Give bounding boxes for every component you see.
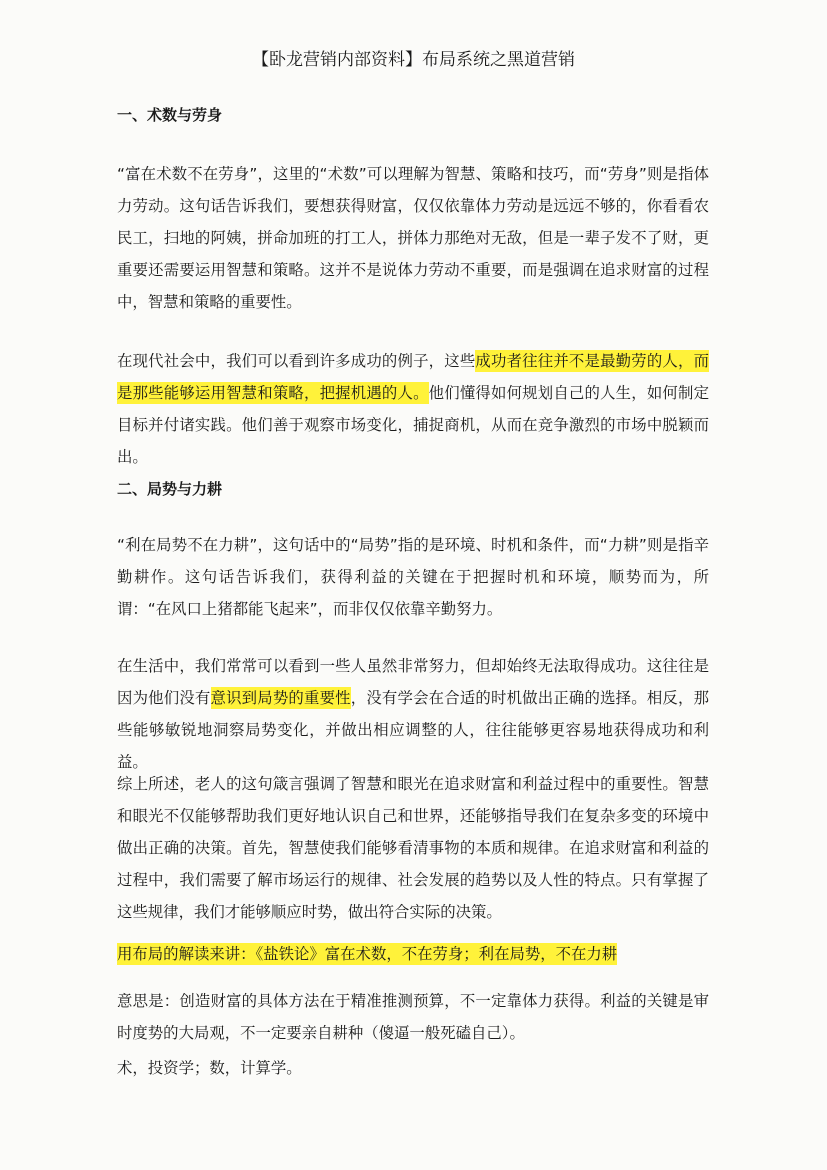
meaning-paragraph: 意思是：创造财富的具体方法在于精准推测预算，不一定靠体力获得。利益的关键是审时度势的大局观，不一定要亲自耕种（傻逼一般死磕自己）。	[117, 992, 709, 1042]
summary-paragraph: 综上所述，老人的这句箴言强调了智慧和眼光在追求财富和利益过程中的重要性。智慧和眼光不仅能够帮助我们更好地认识自己和世界，还能够指导我们在复杂多变的环境中做出正确的决策。首先，智慧使我们能够看清事物的本质和规律。在追求财富和利益的过程中，我们需要了解市场运行的规律、社会发展的趋势以及人性的特点。只有掌握了这些规律，我们才能够顺应时势，做出符合实际的决策。	[117, 775, 709, 921]
section2-paragraph-1: “利在局势不在力耕”，这句话中的“局势”指的是环境、时机和条件，而“力耕”则是指辛勤耕作。这句话告诉我们，获得利益的关键在于把握时机和环境，顺势而为，所谓：“在风口上猪都能飞起来”，而非仅仅依靠辛勤努力。	[117, 536, 709, 618]
paragraph-text: ，没有学会在合适的时机做出正确的选择。相反，那些能够敏锐地洞察局势变化，并做出相应调整的人，往往能够更容易地获得成功和利益。	[117, 689, 709, 771]
document-title: 【卧龙营销内部资料】布局系统之黑道营销	[252, 50, 575, 70]
highlighted-text: 成功者往往并不是最勤劳的人，而是那些能够运用智慧和策略，把握机遇的人。	[117, 352, 709, 402]
paragraph-text: 在现代社会中，我们可以看到许多成功的例子，这些	[117, 352, 476, 370]
highlighted-text: 用布局的解读来讲：《盐铁论》富在术数，不在劳身；利在局势，不在力耕	[117, 945, 618, 963]
section1-paragraph-2	[117, 345, 709, 473]
section-heading-2: 二、局势与力耕	[117, 480, 223, 498]
closing-line: 术，投资学；数，计算学。	[117, 1059, 302, 1077]
paragraph-text: 他们懂得如何规划自己的人生，如何制定目标并付诸实践。他们善于观察市场变化，捕捉商机，从而在竞争激烈的市场中脱颖而出。	[117, 384, 709, 466]
section-heading-1: 一、术数与劳身	[117, 106, 223, 124]
paragraph-text: 在生活中，我们常常可以看到一些人虽然非常努力，但却始终无法取得成功。这往往是因为他们没有	[117, 657, 709, 707]
section2-paragraph-2	[117, 650, 709, 778]
highlighted-text: 意识到局势的重要性	[210, 689, 351, 707]
highlight-line	[117, 938, 709, 970]
section1-paragraph-1: “富在术数不在劳身”，这里的“术数”可以理解为智慧、策略和技巧，而“劳身”则是指体力劳动。这句话告诉我们，要想获得财富，仅仅依靠体力劳动是远远不够的，你看看农民工，扫地的阿姨，拼命加班的打工人，拼体力那绝对无敌，但是一辈子发不了财，更重要还需要运用智慧和策略。这并不是说体力劳动不重要，而是强调在追求财富的过程中，智慧和策略的重要性。	[117, 165, 709, 311]
